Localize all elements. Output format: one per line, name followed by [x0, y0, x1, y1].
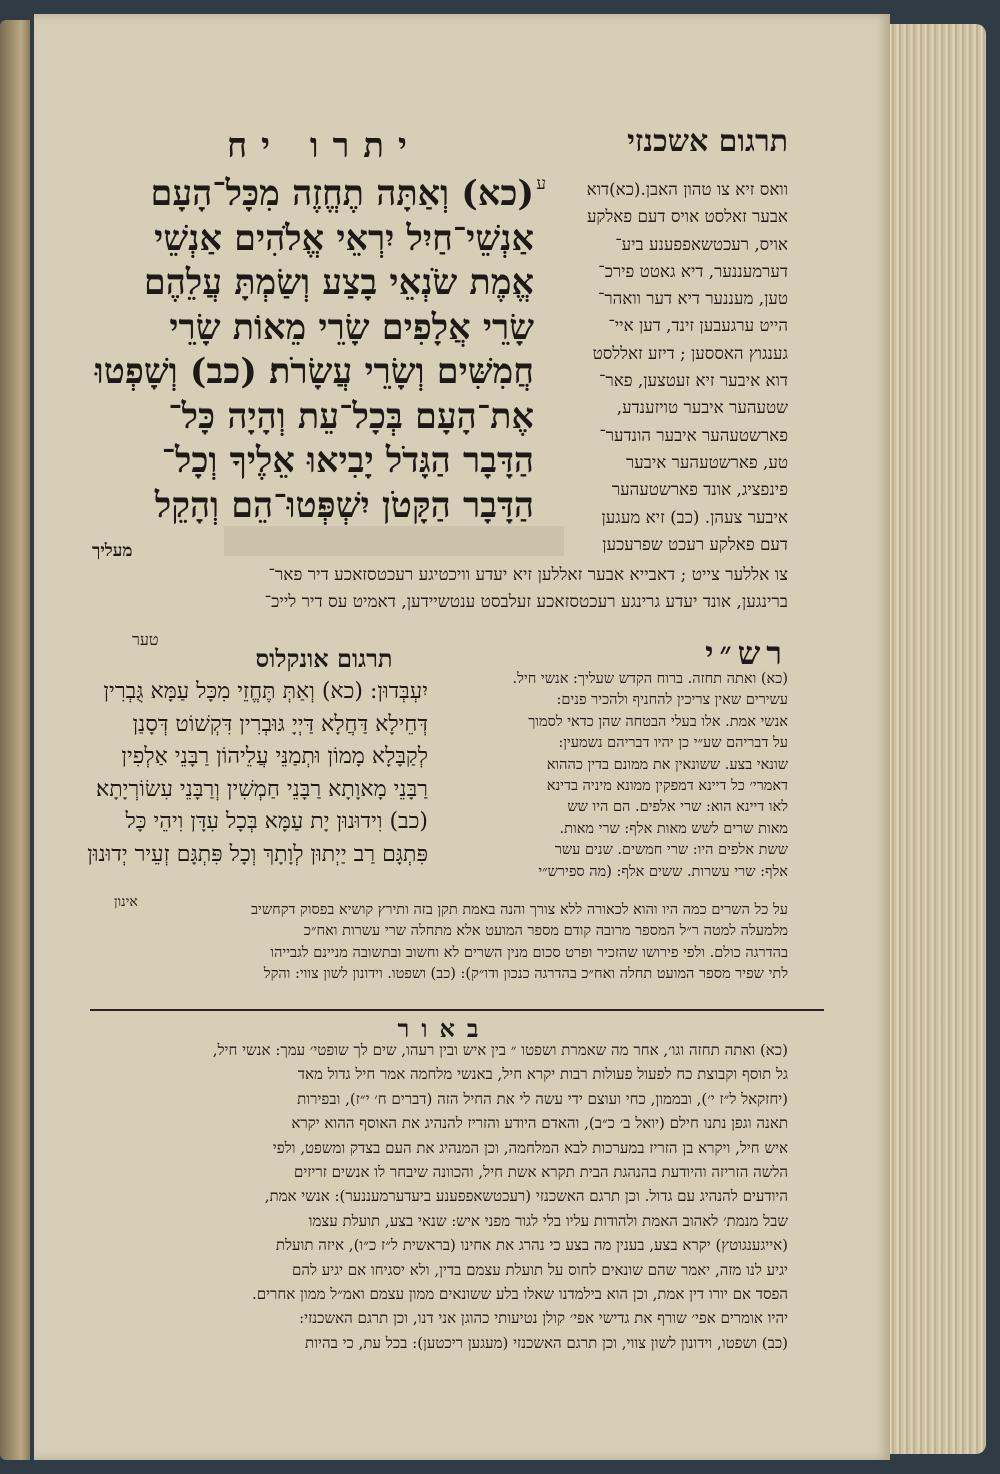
rashi-line: מלמעלה למטה ר״ל המספר מרובה קודם מספר המועט אלא מתחלה שרי עשרות ואח״כ [303, 923, 788, 940]
rashi-heading: רש״י [705, 634, 788, 672]
book-page [34, 14, 890, 1460]
biur-line: היודעים להנהיג עם גדול. וכן תרגם האשכנזי (רעכטשאפפענע ביעדערמעננער): אנשי אמת, [264, 1187, 788, 1206]
biur-line: איש חיל, ויקרא בן הזריז במערכות לבא המלחמה, וכן המנהיג את העם בצדק ומשפט, ולפי [272, 1138, 788, 1157]
biur-line: שבל מנמת׳ לאהוב האמת ולהודות עליו בלי לגור מפני איש: שנאי בצע, תועלת עצמו [308, 1211, 788, 1230]
biur-line: (אייגענגוטץ) יקרא בצע, בענין מה בצע כי נהרג את אחינו (בראשית ל״ז כ״ו), איזה תועלת [275, 1236, 788, 1255]
onkelos-column [48, 676, 428, 871]
translation-line: פארשטעהער איבער הונדער־ [599, 424, 788, 445]
rashi-line: ששת אלפים היו: שרי חמשים. שנים עשר [554, 842, 788, 859]
onkelos-line: פִּתְגָּם רַב יַיְתוּן לְוָתָךְ וְכָל פִּתְגָּם זְעֵיר יְדוּנוּן [87, 841, 428, 867]
verse-line: חֲמִשִּׁים וְשָׂרֵי עֲשָׂרֹת׃ (כב) וְשָׁפְטוּ [94, 351, 534, 392]
rashi-commentary-column [468, 669, 788, 883]
verse-line: (כא) וְאַתָּה תֶחֱזֶה מִכָּל־הָעָם [150, 173, 534, 214]
translation-line: פינפציג, אונד פארשטעהער [611, 479, 788, 500]
biur-line: תאנה וגפן נתנו חילם (יואל ב׳ כ״ב), והאדם היודע והזריז להנהיג את האוסף ההוא יקרא [291, 1114, 788, 1133]
rashi-line: עשירים שאין צריכין להחניף ולהכיר פנים: [556, 692, 788, 709]
translation-line: וואס זיא צו טהון האבן.(כא)דוא [586, 179, 788, 199]
rashi-line: בהדרגה כולם. ולפי פירושו שהזכיר ופרט סכום מנין השרים לא וחשוב ובתשובה מניינם לגבייהו [270, 944, 788, 961]
biur-line: (יחזקאל ל״ז י׳), ובממון, כחי ועוצם ידי עשה לי את החיל הזה (דברים ח׳ י״ז), ובפירות [297, 1089, 788, 1108]
biur-commentary [44, 1038, 788, 1355]
rashi-full-width [44, 900, 788, 985]
verse-line: שָׂרֵי אֲלָפִים שָׂרֵי מֵאוֹת שָׂרֵי [169, 306, 534, 348]
verse-line: הַדָּבָר הַגָּדֹל יָבִיאוּ אֵלֶיךָ וְכָל־ [161, 440, 534, 481]
verse-line: אַנְשֵׁי־חַיִל יִרְאֵי אֱלֹהִים אַנְשֵׁי [154, 217, 534, 259]
translation-line: דערמעננער, דיא גאטט פירכ־ [598, 260, 788, 281]
biur-line: הפסד אם יורו דין אמת, וכן הוא בילמדנו שאלו בלע ששונאים ממון עצמם ואמ״ל ממון אחרים. [251, 1284, 788, 1303]
rashi-line: אלף: שרי עשרות. ששים אלף: (מה ספירש״י [538, 863, 788, 880]
aleph-mark: ע [536, 174, 546, 194]
translation-line: שטעהער איבער טויזענדע, [616, 397, 788, 418]
translation-line: אויס, רעכטשאפפענע ביע־ [615, 233, 788, 254]
rashi-line: מאות שרים לשש מאות אלף: שרי מאות. [559, 820, 788, 837]
biur-line: הלשה הזריזה והיודעת בהנהגת הבית תקרא אשת חיל, והכוונה שיבחר לו אנשים זריזים [293, 1162, 788, 1181]
biur-line: גל תוסף וקבוצת כח לפעול פעולות רבות יקרא חיל, באנשי מלחמה אמר חיל גדול מאד [297, 1065, 788, 1084]
onkelos-line: דְּחֵילָא דַּחֲלָא דַּיְיָ גּוּבְרִין דִּקְשׁוֹט דְּסָנַן [132, 711, 428, 737]
translation-continuation [44, 562, 788, 616]
onkelos-line: יִעְבְּדוּן: (כא) וְאַתְּ תֶּחֱזֵי מִכָּל עַמָּא גֻּבְרִין [103, 679, 428, 704]
translation-header: תרגום אשכנזי [627, 124, 788, 159]
biur-heading: באור [397, 1014, 491, 1043]
page-block-edges [888, 24, 986, 1454]
translation-line: טע, פארשטעהער איבער [626, 451, 788, 472]
rashi-line: שונאי בצע. ששונאין את ממונם בדין כההוא [546, 756, 788, 773]
biur-line: (כב) ושפטו, וידונון לשון צווי, וכן תרגם האשכנזי (מעגען ריכטען): בכל עת, כי בהיות [305, 1333, 788, 1352]
translation-line: ברינגען, אונד יעדע גרינגע רעכטסזאכע זעלבסט ענטשיידען, דאמיט עס דיר לייכ־ [264, 592, 788, 612]
translation-line: אבער זאלסט אויס דעם פאלקע [586, 206, 788, 227]
catchword-teer: טער [132, 630, 159, 649]
catchword-meleikha: מעליך [92, 541, 133, 561]
onkelos-heading: תרגום אונקלוס [255, 644, 393, 673]
parasha-header: יתרו יח [227, 126, 421, 166]
rashi-line: (כא) ואתה תחזה. ברוח הקדש שעליך: אנשי חיל. [512, 671, 788, 687]
onkelos-line: (כב) וִידוּנוּן יָת עַמָּא בְּכָל עִדָּן וִיהֵי כָּל [125, 809, 428, 834]
onkelos-line: רַבָּנֵי מָאוָתָא רַבָּנֵי חַמְשִׁין וְרַבָּנֵי עִשׂוֹרְיָתָא׃ [96, 776, 428, 802]
translation-line: דוא איבער זיא זעטצען, פאר־ [599, 370, 788, 391]
onkelos-line: לְקַבָּלָא מָמוֹן וּתְמַנֵּי עֲלֵיהוֹן רַבָּנֵי אַלְפִין [121, 744, 428, 769]
translation-line: דעם פאלקע רעכט שפרעכען [602, 533, 788, 554]
biur-line: יגיע לנו מזה, יאמר שהם שונאים לחוס על תועלת עצמם בדין, ולא יסגיחו אם יגיע להם [291, 1260, 788, 1279]
translation-line: צו אללער צייט ; דאבייא אבער זאללען זיא יעדע וויכטיגע רעכטסזאכע דיר פאר־ [268, 565, 788, 585]
rashi-line: אנשי אמת. אלו בעלי הבטחה שהן כדאי לסמוך [528, 713, 788, 730]
translation-line: גענגוץ האססען ; דיזע זאללסט [592, 342, 788, 363]
section-divider [90, 1009, 824, 1011]
ashkenazi-translation-column [572, 176, 788, 558]
torah-verse-block [46, 172, 534, 528]
translation-line: הייט ערגעבען זינד, דען איי־ [608, 315, 788, 336]
facing-page-edge [0, 20, 30, 1460]
rashi-line: על כל השרים כמה היו והוא לכאורה ללא צורך והנה באמת תקן בזה ותירץ קושיא בפסוק דקחשיב [251, 902, 788, 918]
paper-stain [224, 526, 564, 556]
biur-line: יהיו אומרים אפי׳ שורף את גדישי אפי׳ קולן נטיעותי כהוגן אני דנו, וכן תרגם האשכנזי: [299, 1309, 788, 1328]
translation-line: איבער צעהן. (כב) זיא מעגען [601, 506, 788, 527]
verse-line: אֱמֶת שֹׂנְאֵי בָצַע וְשַׂמְתָּ עֲלֵהֶם [143, 262, 534, 303]
biur-line: (כא) ואתה תחזה וגו׳, אחר מה שאמרת ושפטו ״ בין איש ובין רעהו, שים לך שופטי׳ עמך: אנשי חיל, [212, 1041, 788, 1059]
rashi-line: על דבריהם שע״י כן יהיו דבריהם נשמעין: [558, 735, 788, 752]
rashi-line: לאו דיינא הוא: שרי אלפים. הם היו שש [567, 799, 788, 816]
rashi-line: דאמרי׳ כל דיינא דמפקין ממונא מיניה בדינא [546, 777, 788, 794]
verse-line: הַדָּבָר הַקָּטֹן יִשְׁפְּטוּ־הֵם וְהָקֵל [154, 484, 534, 526]
rashi-line: לתי שפיר מספר המועט תחלה ואח״כ בהדרגה כנכון ודו״ק): (כב) ושפטו. וידונון לשון צווי: והקל [263, 965, 788, 982]
catchword-einun: אינון [114, 894, 138, 910]
verse-line: אֶת־הָעָם בְּכָל־עֵת וְהָיָה כָּל־ [168, 395, 534, 437]
translation-line: טען, מעננער דיא דער וואהר־ [597, 288, 788, 309]
